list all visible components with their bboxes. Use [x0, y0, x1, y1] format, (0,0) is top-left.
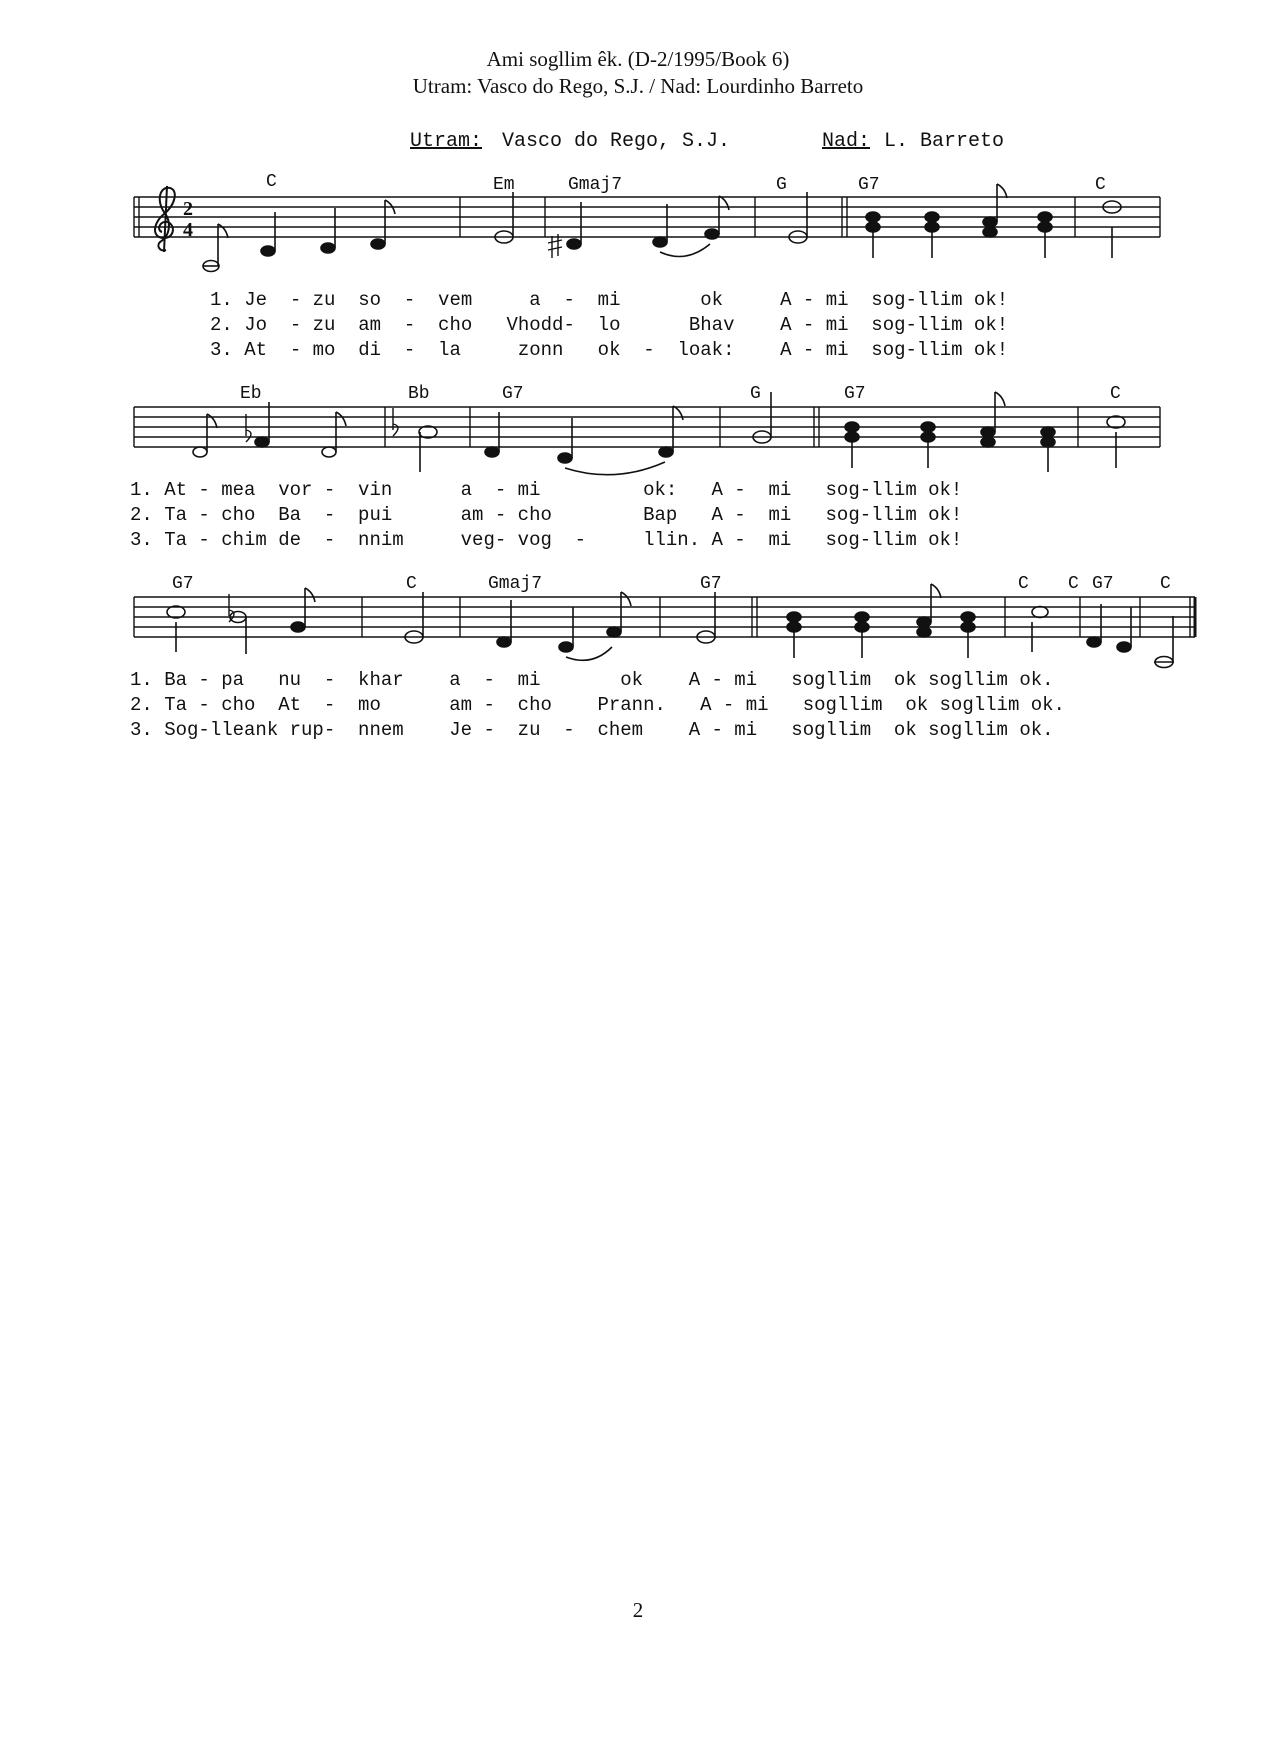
chord-symbol: C	[1160, 574, 1171, 594]
lyric-verse-3: 3. Sog-lleank rup- nnem Je - zu - chem A - mi sogllim ok sogllim ok.	[130, 719, 1054, 741]
lyrics-system-2	[130, 478, 1170, 556]
lyrics-system-1	[210, 288, 1170, 366]
chord-symbol: Gmaj7	[568, 175, 623, 195]
lyric-verse-3: 3. At - mo di - la zonn ok - loak: A - mi sog-llim ok!	[210, 339, 1009, 361]
chord-symbol: G7	[1092, 574, 1114, 594]
chord-symbol: C	[406, 574, 417, 594]
chord-symbol: Bb	[408, 384, 430, 404]
lyricist-label: Utram:	[410, 130, 483, 153]
lyric-verse-1: 1. Ba - pa nu - khar a - mi ok A - mi sogllim ok sogllim ok.	[130, 669, 1054, 691]
chord-symbol: Gmaj7	[488, 574, 543, 594]
lyricist-name: Vasco do Rego, S.J.	[502, 130, 731, 153]
lyric-verse-2: 2. Ta - cho Ba - pui am - cho Bap A - mi sog-llim ok!	[130, 504, 963, 526]
staff-system-1	[134, 197, 1160, 237]
chord-symbol: Eb	[240, 384, 262, 404]
page-number: 2	[632, 1598, 644, 1622]
chord-symbol: G	[750, 384, 761, 404]
composer-label: Nad:	[822, 130, 871, 153]
chord-symbol: C	[266, 172, 277, 192]
lyric-verse-2: 2. Jo - zu am - cho Vhodd- lo Bhav A - mi sog-llim ok!	[210, 314, 1009, 336]
document-subtitle: Utram: Vasco do Rego, S.J. / Nad: Lourdinho Barreto	[412, 74, 864, 98]
chord-symbol: Em	[493, 175, 515, 195]
composer-name: L. Barreto	[884, 130, 1005, 153]
chord-symbol: C	[1095, 175, 1106, 195]
lyric-verse-1: 1. Je - zu so - vem a - mi ok A - mi sog-llim ok!	[210, 289, 1009, 311]
lyrics-system-3	[130, 668, 1210, 746]
chord-symbol: C	[1068, 574, 1079, 594]
chord-symbol: G7	[858, 175, 880, 195]
staff-system-2	[134, 407, 1160, 447]
document-title: Ami sogllim êk. (D-2/1995/Book 6)	[486, 47, 790, 71]
chord-symbol: C	[1110, 384, 1121, 404]
notes-system-2	[193, 392, 1125, 475]
chord-symbol: C	[1018, 574, 1029, 594]
svg-text:2: 2	[183, 198, 193, 220]
chord-symbol: G	[776, 175, 787, 195]
svg-text:4: 4	[183, 219, 193, 241]
time-signature	[183, 198, 193, 241]
lyric-verse-1: 1. At - mea vor - vin a - mi ok: A - mi sog-llim ok!	[130, 479, 963, 501]
chord-symbol: G7	[502, 384, 524, 404]
treble-clef	[155, 186, 175, 252]
chord-symbol: G7	[700, 574, 722, 594]
lyric-verse-3: 3. Ta - chim de - nnim veg- vog - llin. A - mi sog-llim ok!	[130, 529, 963, 551]
lyric-verse-2: 2. Ta - cho At - mo am - cho Prann. A - mi sogllim ok sogllim ok.	[130, 694, 1065, 716]
chord-symbol: G7	[172, 574, 194, 594]
chord-symbol: G7	[844, 384, 866, 404]
